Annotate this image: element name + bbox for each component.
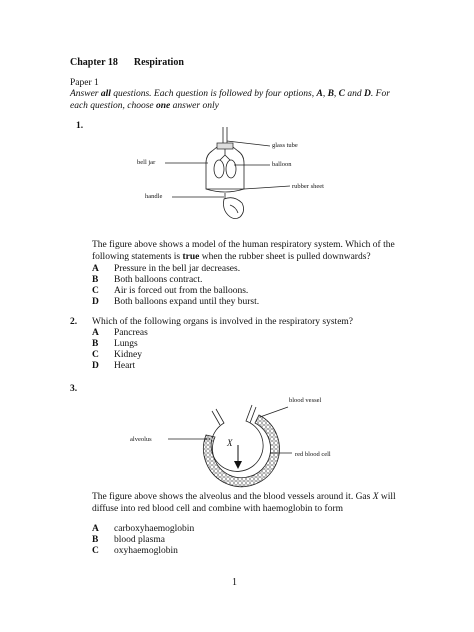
question-2-number: 2. — [70, 317, 78, 327]
q1-option-a[interactable]: A Pressure in the bell jar decreases. — [92, 264, 241, 274]
q3-option-b[interactable]: B blood plasma — [92, 535, 165, 545]
q2-option-d[interactable]: D Heart — [92, 361, 136, 371]
question-1-number: 1. — [76, 121, 84, 131]
bell-jar-diagram — [120, 125, 360, 230]
q2-option-a[interactable]: A Pancreas — [92, 328, 148, 338]
instructions: Answer all questions. Each question is followed by four options, A, B, C and D. For each question, choose one answer only — [70, 89, 390, 111]
q3-option-c[interactable]: C oxyhaemoglobin — [92, 546, 178, 556]
paper-label: Paper 1 — [70, 78, 99, 88]
q2-option-b[interactable]: B Lungs — [92, 339, 138, 349]
q1-option-c[interactable]: C Air is forced out from the balloons. — [92, 286, 249, 296]
label-red-blood-cell: red blood cell — [295, 451, 331, 458]
page-title — [70, 57, 184, 70]
question-3-stem: The figure above shows the alveolus and the blood vessels around it. Gas X will diffuse into red blood cell and combine with haemoglobin to form — [92, 492, 396, 514]
label-gas-x: X — [227, 438, 233, 448]
question-1-stem: The figure above shows a model of the human respiratory system. Which of the following statements is true when the rubber sheet is pulled downwards? — [92, 240, 395, 262]
q3-option-a[interactable]: A carboxyhaemoglobin — [92, 524, 195, 534]
label-rubber-sheet: rubber sheet — [292, 183, 324, 190]
label-handle: handle — [145, 193, 163, 200]
label-blood-vessel: blood vessel — [289, 397, 322, 404]
label-glass-tube: glass tube — [272, 142, 298, 149]
label-bell-jar: bell jar — [137, 159, 156, 166]
q1-option-b[interactable]: B Both balloons contract. — [92, 275, 203, 285]
q2-option-c[interactable]: C Kidney — [92, 350, 142, 360]
alveolus-diagram — [120, 395, 360, 490]
question-2-stem: Which of the following organs is involved in the respiratory system? — [92, 317, 354, 327]
question-3-number: 3. — [70, 384, 78, 394]
chapter-topic: Respiration — [133, 57, 184, 68]
q1-option-d[interactable]: D Both balloons expand until they burst. — [92, 297, 260, 307]
label-balloon: balloon — [272, 161, 292, 168]
page-number: 1 — [232, 577, 237, 588]
label-alveolus: alveolus — [130, 436, 152, 443]
chapter-number: Chapter 18 — [70, 57, 118, 68]
